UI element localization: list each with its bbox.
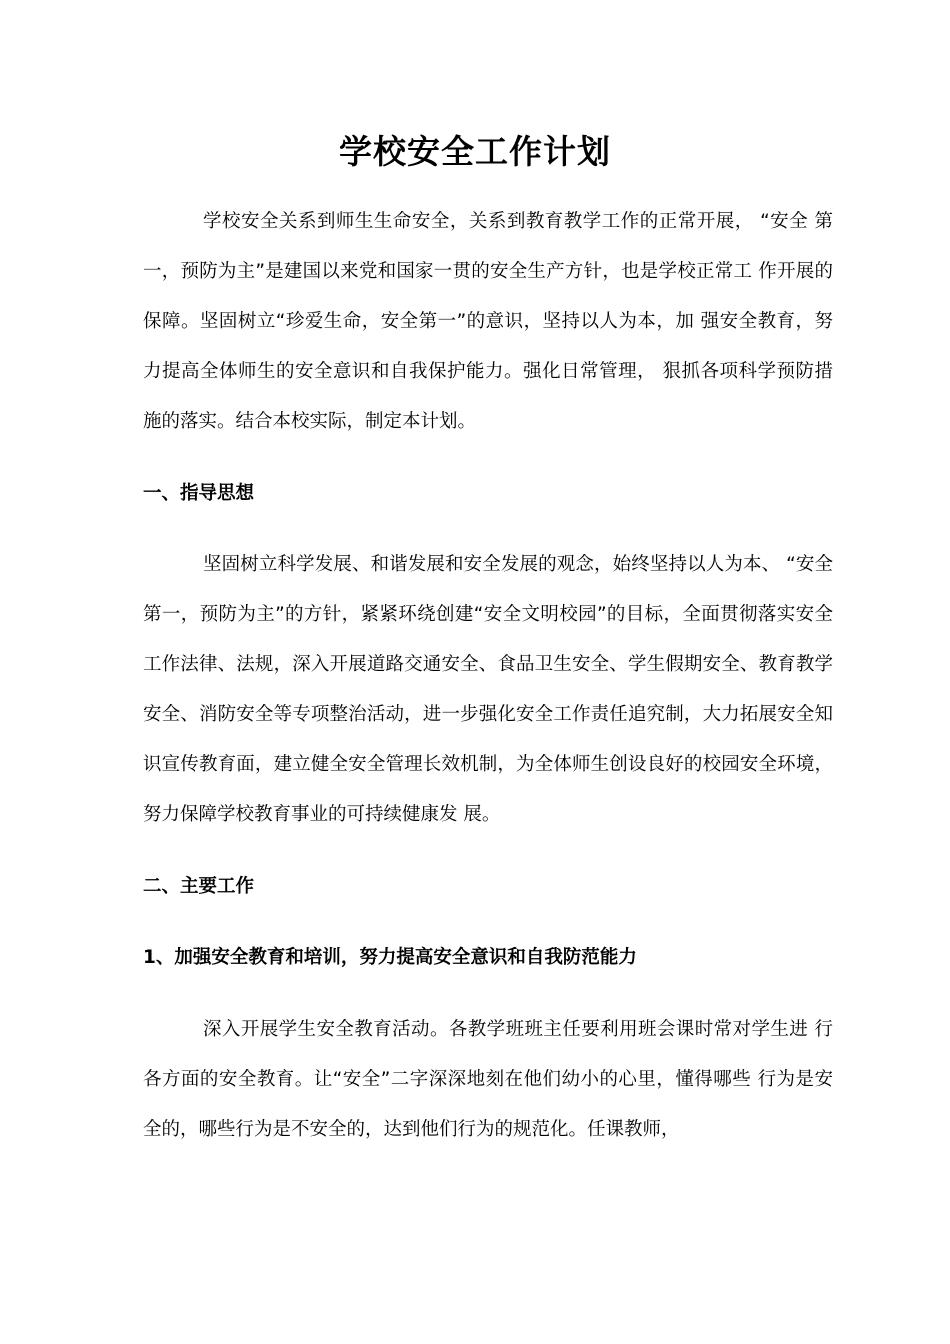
section-heading-guiding-thought: 一、指导思想 [143, 483, 255, 504]
guiding-thought-paragraph: 坚固树立科学发展、和谐发展和安全发展的观念，始终坚持以人为本、 “安全第一，预防为主”的方针，紧紧环绕创建“安全文明校园”的目标，全面贯彻落实安全工作法律、法规，深入开展道路交通安全、食品卫生安全、学生假期安全、教育教学安全、消防安全等专项整治活动，进一步强化安全工作责任追究制，大力拓展安全知识宣传教育面，建立健全安全管理长效机制，为全体师生创设良好的校园安全环境，努力保障学校教育事业的可持续健康发 展。 [143, 554, 833, 825]
section-heading-main-work: 二、主要工作 [143, 876, 255, 897]
intro-paragraph: 学校安全关系到师生生命安全，关系到教育教学工作的正常开展， “安全 第一，预防为主”是建国以来党和国家一贯的安全生产方针，也是学校正常工 作开展的保障。坚固树立“珍爱生命，安全第一”的意识，坚持以人为本，加 强安全教育，努力提高全体师生的安全意识和自我保护能力。强化日常管理， 狠抓各项科学预防措施的落实。结合本校实际，制定本计划。 [143, 211, 833, 432]
education-paragraph: 深入开展学生安全教育活动。各教学班班主任要利用班会课时常对学生进 行各方面的安全教育。让“安全”二字深深地刻在他们幼小的心里，懂得哪些 行为是安全的，哪些行为是不安全的，达到他们行为的规范化。任课教师， [143, 1019, 833, 1140]
subsection-heading-item1: 1、加强安全教育和培训，努力提高安全意识和自我防范能力 [143, 947, 637, 968]
document-title: 学校安全工作计划 [339, 132, 611, 171]
